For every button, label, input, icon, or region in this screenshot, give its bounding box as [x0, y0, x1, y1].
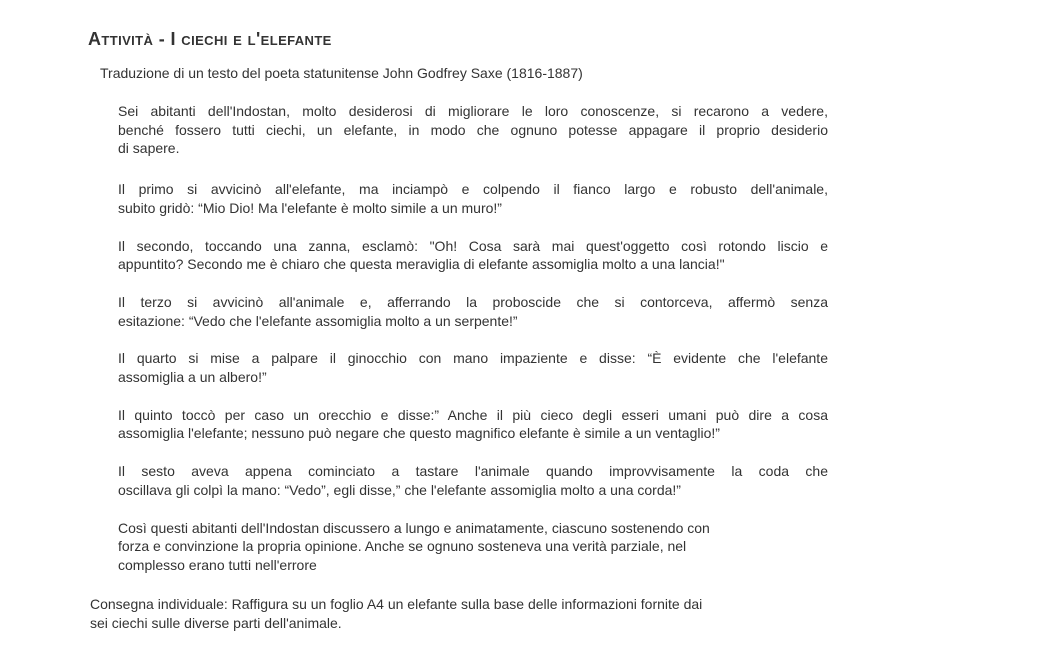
text-line: di sapere. [118, 140, 180, 157]
assignment-paragraph [90, 595, 835, 632]
story-paragraph [118, 462, 828, 499]
text-line: complesso erano tutti nell'errore [118, 556, 317, 573]
text-line: forza e convinzione la propria opinione. Anche se ognuno sosteneva una verità parziale, nel [118, 538, 687, 555]
text-line: Il primo si avvicinò all'elefante, ma inciampò e colpendo il fianco largo e robusto dell'animale, [118, 181, 828, 198]
document-title: Attività - I ciechi e l'elefante [88, 29, 332, 49]
text-line: esitazione: “Vedo che l'elefante assomiglia molto a un serpente!” [118, 312, 518, 329]
story-paragraph [118, 349, 828, 386]
text-line: Il secondo, toccando una zanna, esclamò: "Oh! Cosa sarà mai quest'oggetto così rotondo liscio e [118, 237, 828, 254]
assignment-line: sei ciechi sulle diverse parti dell'animale. [90, 614, 342, 631]
story-paragraph [118, 293, 828, 330]
story-paragraph [118, 180, 828, 217]
text-line: Il sesto aveva appena cominciato a tastare l'animale quando improvvisamente la coda che [118, 463, 828, 480]
text-line: assomiglia l'elefante; nessuno può negare che questo magnifico elefante è simile a un ventaglio!” [118, 425, 720, 442]
text-line: appuntito? Secondo me è chiaro che questa meraviglia di elefante assomiglia molto a una lancia!" [118, 256, 725, 273]
text-line: oscillava gli colpì la mano: “Vedo”, egli disse,” che l'elefante assomiglia molto a una corda!” [118, 481, 681, 498]
text-line: Sei abitanti dell'Indostan, molto desiderosi di migliorare le loro conoscenze, si recarono a vedere, [118, 103, 828, 119]
text-line: Così questi abitanti dell'Indostan discussero a lungo e animatamente, ciascuno sostenendo con [118, 519, 710, 536]
text-line: subito gridò: “Mio Dio! Ma l'elefante è molto simile a un muro!” [118, 199, 502, 216]
text-line: benché fossero tutti ciechi, un elefante, in modo che ognuno potesse appagare il proprio desiderio [118, 121, 828, 138]
story-paragraph [118, 237, 828, 274]
story-paragraph [118, 406, 828, 443]
text-line: Il terzo si avvicinò all'animale e, afferrando la proboscide che si contorceva, affermò senza [118, 293, 828, 310]
text-line: assomiglia a un albero!” [118, 369, 267, 386]
intro-line: Traduzione di un testo del poeta statunitense John Godfrey Saxe (1816-1887) [100, 65, 583, 81]
story-container [118, 102, 828, 594]
story-paragraph [118, 519, 828, 575]
text-line: Il quinto toccò per caso un orecchio e disse:” Anche il più cieco degli esseri umani può dire a cosa [118, 406, 828, 423]
story-paragraph [118, 102, 828, 158]
assignment-line: Consegna individuale: Raffigura su un foglio A4 un elefante sulla base delle informazioni fornite dai [90, 596, 703, 612]
text-line: Il quarto si mise a palpare il ginocchio con mano impaziente e disse: “È evidente che l'elefante [118, 350, 828, 367]
